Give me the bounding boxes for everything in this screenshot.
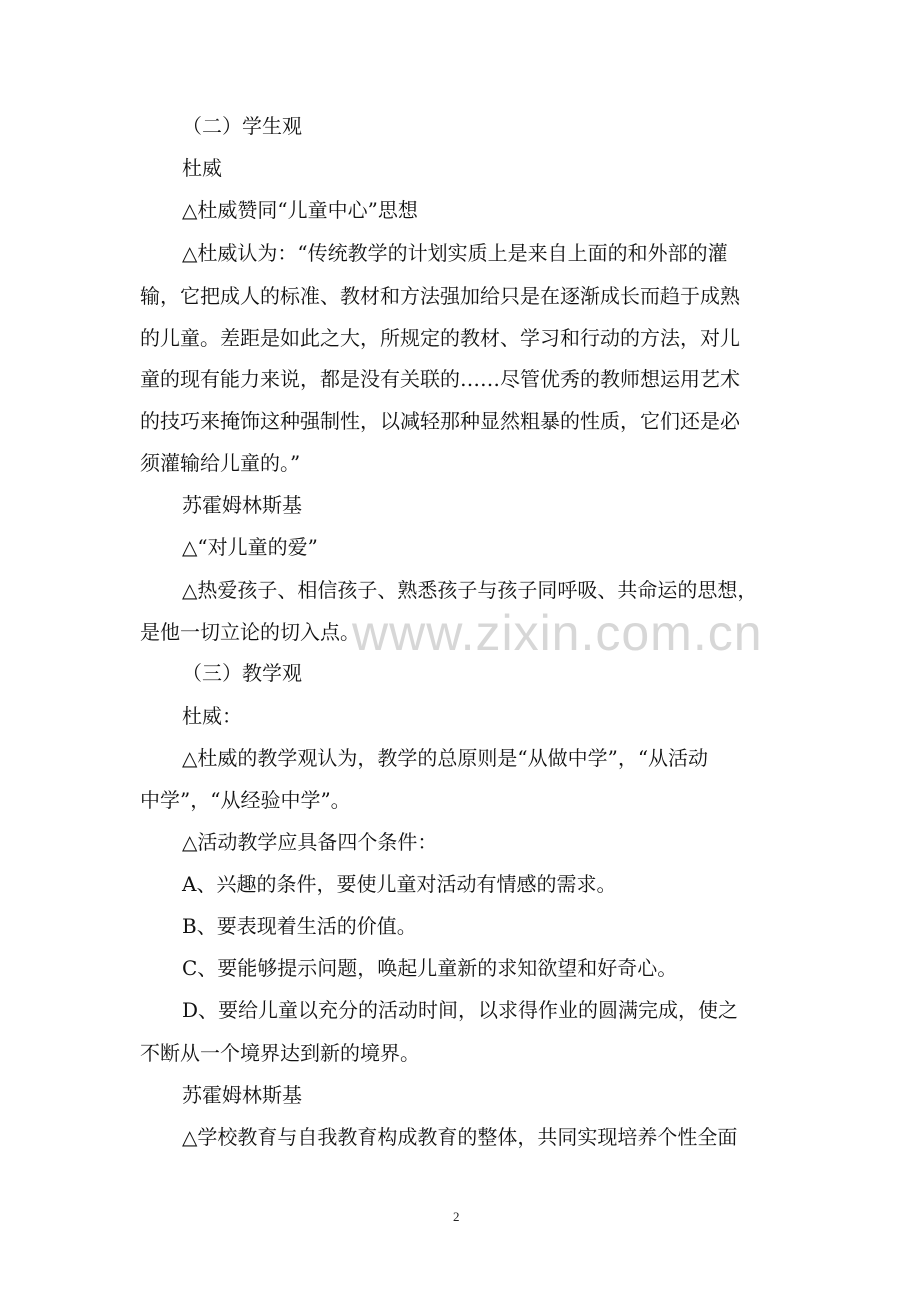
text-line: △“对儿童的爱” [182, 535, 318, 559]
subheading-dewey: 杜威 [182, 156, 222, 180]
text-line: △活动教学应具备四个条件： [182, 830, 438, 854]
text-line: △杜威认为：“传统教学的计划实质上是来自上面的和外部的灌 [182, 241, 728, 265]
subheading-sukhomlinsky: 苏霍姆林斯基 [182, 493, 302, 517]
subheading-dewey: 杜威： [182, 704, 242, 728]
text-line: △学校教育与自我教育构成教育的整体，共同实现培养个性全面 [182, 1125, 738, 1149]
text-line: 中学”，“从经验中学”。 [140, 788, 351, 812]
watermark: www.zixin.com.cn [352, 605, 763, 661]
text-line: △杜威的教学观认为，教学的总原则是“从做中学”，“从活动 [182, 746, 709, 770]
text-line: 须灌输给儿童的。” [140, 451, 301, 475]
text-line: 的技巧来掩饰这种强制性，以减轻那种显然粗暴的性质，它们还是必 [140, 409, 740, 433]
list-item-a: A、兴趣的条件，要使儿童对活动有情感的需求。 [182, 872, 617, 896]
text-line: △杜威赞同“儿童中心”思想 [182, 198, 418, 222]
subheading-sukhomlinsky: 苏霍姆林斯基 [182, 1083, 302, 1107]
text-line: △热爱孩子、相信孩子、熟悉孩子与孩子同呼吸、共命运的思想， [182, 578, 758, 602]
list-item-c: C、要能够提示问题，唤起儿童新的求知欲望和好奇心。 [182, 956, 678, 980]
heading-student-view: （二）学生观 [182, 114, 302, 138]
text-line: 不断从一个境界达到新的境界。 [140, 1041, 420, 1065]
page-number: 2 [453, 1209, 460, 1224]
text-line: 是他一切立论的切入点。 [140, 620, 360, 644]
text-line: 输，它把成人的标准、教材和方法强加给只是在逐渐成长而趋于成熟 [140, 284, 740, 308]
text-line: 的儿童。差距是如此之大，所规定的教材、学习和行动的方法，对儿 [140, 326, 740, 350]
heading-teaching-view: （三）教学观 [182, 661, 302, 685]
list-item-b: B、要表现着生活的价值。 [182, 914, 417, 938]
text-line: 童的现有能力来说，都是没有关联的……尽管优秀的教师想运用艺术 [140, 367, 740, 391]
list-item-d: D、要给儿童以充分的活动时间，以求得作业的圆满完成，使之 [182, 998, 739, 1022]
